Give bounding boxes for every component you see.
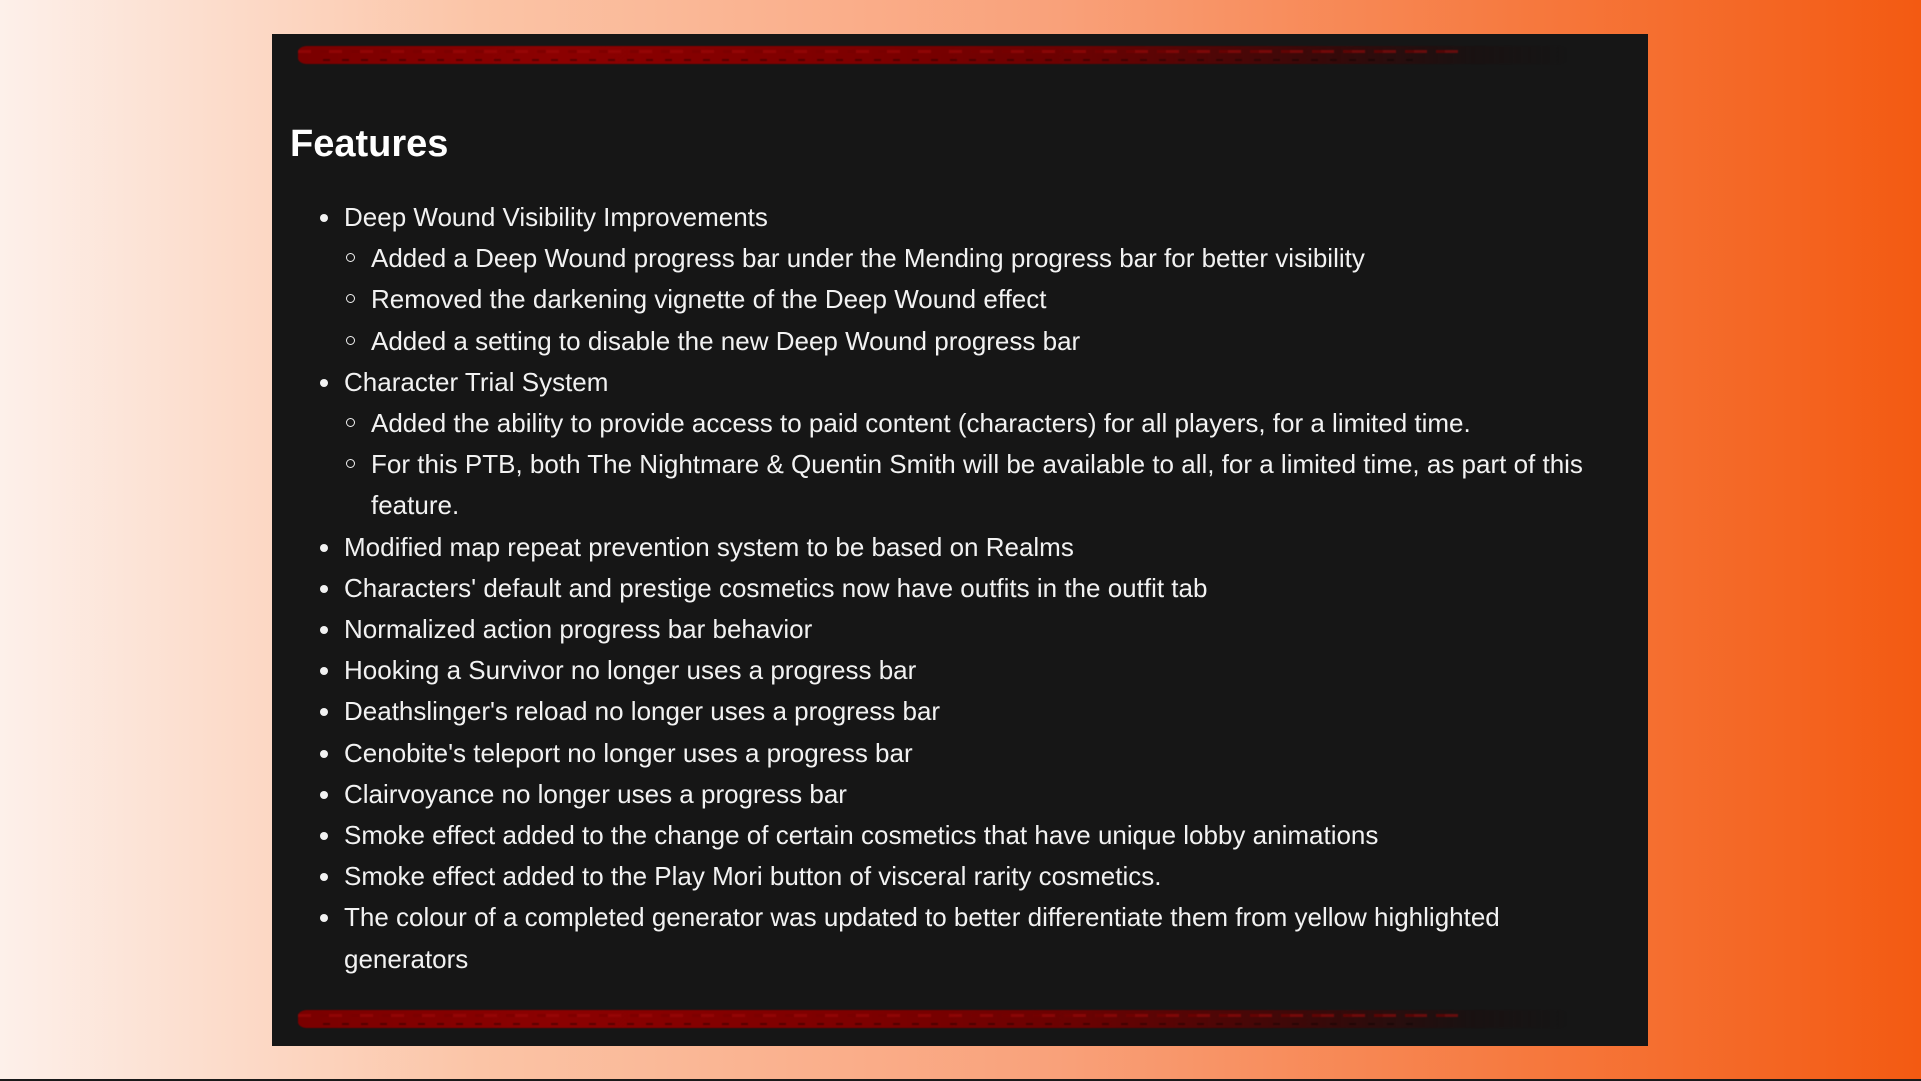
feature-item [272,650,1648,691]
feature-item-text: Clairvoyance no longer uses a progress bar [344,778,847,809]
feature-item [272,774,1648,815]
feature-item [272,856,1648,897]
feature-item-text: Normalized action progress bar behavior [344,614,813,645]
feature-subitem: Added a Deep Wound progress bar under the Mending progress bar for better visibility [344,238,1608,279]
feature-item [272,527,1648,568]
feature-item-text: Cenobite's teleport no longer uses a progress bar [344,737,913,768]
feature-item [272,609,1648,650]
feature-item [272,815,1648,856]
feature-subitem: Added a setting to disable the new Deep Wound progress bar [344,321,1608,362]
features-list [272,197,1648,980]
bottom-red-brush-divider [298,1010,1568,1028]
feature-item-text: Characters' default and prestige cosmetics now have outfits in the outfit tab [344,572,1208,603]
feature-item-text: Character Trial System [344,366,609,397]
top-red-brush-divider [298,46,1568,64]
feature-item-text: Modified map repeat prevention system to be based on Realms [344,531,1074,562]
feature-item [272,197,1648,362]
patch-notes-panel [272,34,1648,1046]
feature-item [272,733,1648,774]
feature-subitem: Removed the darkening vignette of the Deep Wound effect [344,279,1608,320]
feature-item-text: Deathslinger's reload no longer uses a progress bar [344,696,941,727]
feature-subitem: Added the ability to provide access to paid content (characters) for all players, for a limited time. [344,403,1608,444]
feature-item [272,897,1648,979]
feature-item-text: The colour of a completed generator was updated to better differentiate them from yellow highlighted generators [344,902,1500,974]
feature-sublist [344,238,1608,362]
feature-item [272,568,1648,609]
feature-sublist [344,403,1608,527]
feature-item-text: Smoke effect added to the Play Mori button of visceral rarity cosmetics. [344,861,1162,892]
section-title: Features [290,123,449,165]
feature-subitem: For this PTB, both The Nightmare & Quentin Smith will be available to all, for a limited time, as part of this feature. [344,444,1608,526]
feature-item [272,362,1648,527]
feature-item-text: Hooking a Survivor no longer uses a progress bar [344,655,917,686]
feature-item [272,691,1648,732]
feature-item-text: Deep Wound Visibility Improvements [344,202,768,232]
features-list-container [272,197,1648,980]
feature-item-text: Smoke effect added to the change of certain cosmetics that have unique lobby animations [344,820,1379,851]
